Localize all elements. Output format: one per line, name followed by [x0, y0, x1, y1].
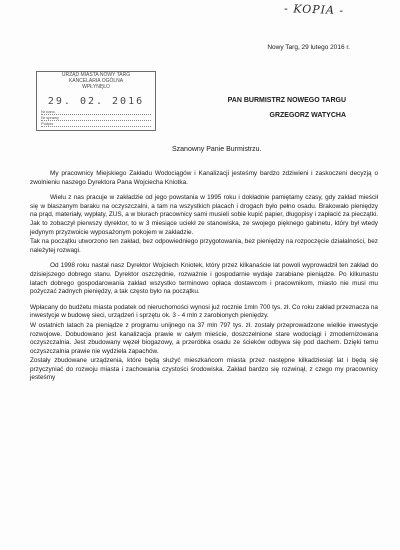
letter-greeting: Szanowny Panie Burmistrzu. [172, 146, 262, 153]
received-stamp [36, 71, 156, 131]
handwritten-copy-note: - KOPIA - [283, 2, 345, 18]
stamp-department-line: KANCELARIA OGÓLNA [68, 78, 124, 84]
body-paragraph-1: My pracownicy Miejskiego Zakładu Wodociągów i Kanalizacji jesteśmy bardzo zdziwieni i zaskoczeni decyzją o zwolnieniu naszego Dyrektora Pana Wojciecha Kniotka. [30, 170, 378, 186]
letter-place-date: Nowy Targ, 29 lutego 2016 r. [267, 44, 350, 51]
stamp-office-line: URZĄD MIASTA NOWY TARG [61, 72, 131, 78]
letter-body [30, 170, 378, 384]
recipient-title: PAN BURMISTRZ NOWEGO TARGU [227, 97, 346, 104]
stamp-field-3: Podpis [41, 121, 151, 127]
recipient-name: GRZEGORZ WATYCHA [269, 112, 346, 119]
body-paragraph-7: Zostały zbudowane urządzenia, które będą służyć mieszkańcom miasta przez następne kilkadziesiąt lat i będą się przyczyniać do rozwoju miasta i zachowania czystości środowiska. Zakład bardzo się rozwinął, z czego my pracownicy jesteśmy [30, 357, 378, 382]
stamp-field-1: Nr kanc. [41, 109, 151, 115]
stamp-received-line: WPŁYNĘŁO [82, 84, 110, 90]
stamp-field-2: Nr sprawy [41, 115, 151, 121]
stamp-date: 29. 02. 2016 [47, 96, 145, 107]
body-paragraph-3: Tak na początku utworzono ten zakład, bez odpowiedniego przygotowania, bez pieniędzy na rozpoczęcie działalności, bez należytej rozwagi. [30, 238, 378, 254]
body-paragraph-5: Wpłacany do budżetu miasta podatek od nieruchomości wynosi już rocznie 1mln 700 tys. zł. Co roku zakład przeznacza na inwestycje w budowę sieci, urządzeń i sprzętu ok. 3 - 4 mln z zarobionych pieniędzy. [30, 303, 378, 320]
body-paragraph-4: Od 1998 roku nastał nasz Dyrektor Wojciech Kniotek, który przez kilkanaście lat powoli wyprowadził ten zakład do dzisiejszego dobrego stanu. Dyrektor oszczędnie, rozważnie i gospodarnie wydaje zarabiane pieniądze. Po kilkunastu latach dobrego gospodarowania zakład wszystko terminowo opłaca dostawcom i pracownikom, miasto nie musi mu pożyczać żadnych pieniędzy, a tak często było na początku. [30, 262, 378, 296]
stamp-fields [41, 109, 151, 127]
body-paragraph-2: Wielu z nas pracuje w zakładzie od jego powstania w 1995 roku i dokładnie pamiętamy czasy, gdy zakład mieścił się w blaszanym baraku na oczyszczalni, a tam na wszystkich placach i drogach było pełno osadu. Brakowało pieniędzy na prąd, materiały, wypłaty, ZUS, a w biurach pracownicy sami musieli sobie kupić papier, długopisy i zapłacić za pieczątki. Jak to zobaczył pierwszy dyrektor, to w 3 miesiące uciekł ze stanowiska, ze swojego pięknego gabinetu, który był wtedy jedynym przyzwoicie wyposażonym pokojem w zakładzie. [30, 194, 378, 236]
body-paragraph-6: W ostatnich latach za pieniądze z programu unijnego na 37 mln 797 tys. zł. zostały przeprowadzone wielkie inwestycje rozwojowe. Dobudowano jest kanalizacja prawie w całym mieście, doszczelnione stare wodociągi i zmodernizowana oczyszczalnia. Jest zbudowany węzeł biogazowy, a przeróbka osadu ze ścieków odbywa się pod dachem. Dzięki temu oczyszczalnia prawie nie wydziela zapachów. [30, 321, 378, 355]
